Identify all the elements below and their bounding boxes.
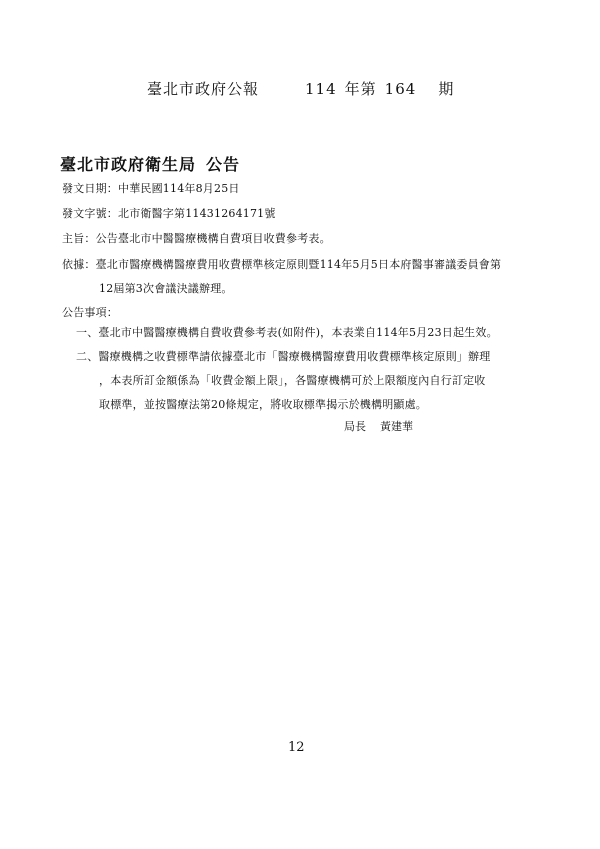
issue-date: 發文日期：中華民國114年8月25日 xyxy=(62,182,240,195)
year-number: 114 xyxy=(305,80,337,98)
agency-name: 臺北市政府衛生局 xyxy=(60,155,197,174)
item-2-line-3: 取標準，並按醫療法第20條規定，將收取標準揭示於機構明顯處。 xyxy=(99,398,427,411)
announcement-title xyxy=(60,152,240,175)
document-number: 發文字號：北市衛醫字第11431264171號 xyxy=(62,207,276,220)
year-label: 年第 xyxy=(344,80,377,98)
announcement-type: 公告 xyxy=(206,155,241,174)
item-2-line-2: ，本表所訂金額係為「收費金額上限」，各醫療機構可於上限額度內自行訂定收 xyxy=(99,374,486,387)
items-heading: 公告事項： xyxy=(62,306,118,319)
item-2-line-1: 二、醫療機構之收費標準請依據臺北市「醫療機構醫療費用收費標準核定原則」辦理 xyxy=(76,350,491,363)
basis-line-1: 依據：臺北市醫療機構醫療費用收費標準核定原則暨114年5月5日本府醫事審議委員會第 xyxy=(62,258,502,271)
signer-name: 黃建華 xyxy=(380,420,413,433)
issue-label: 期 xyxy=(438,80,455,98)
issue-number: 164 xyxy=(384,80,417,98)
publication-name: 臺北市政府公報 xyxy=(147,80,260,98)
basis-line-2: 12屆第3次會議決議辦理。 xyxy=(99,282,233,295)
signer-title: 局長 xyxy=(344,420,366,433)
signature-block xyxy=(344,418,413,434)
gazette-header xyxy=(147,78,454,99)
page-number: 12 xyxy=(288,740,305,755)
item-1: 一、臺北市中醫醫療機構自費收費參考表(如附件)，本表業自114年5月23日起生效。 xyxy=(76,326,498,339)
subject: 主旨：公告臺北市中醫醫療機構自費項目收費參考表。 xyxy=(62,232,331,245)
